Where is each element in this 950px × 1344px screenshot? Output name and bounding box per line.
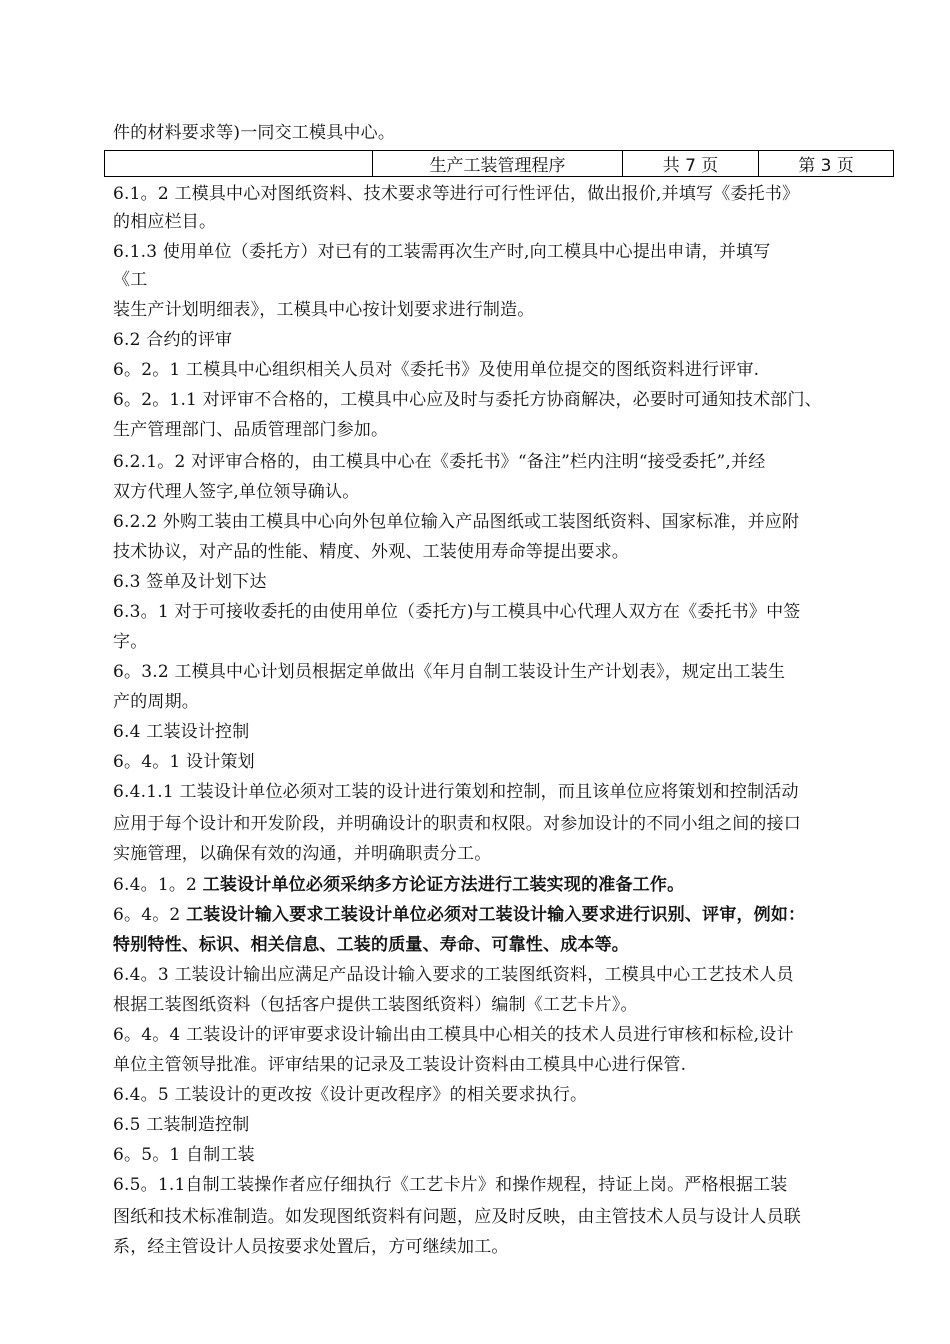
text-line: 根据工装图纸资料（包括客户提供工装图纸资料）编制《工艺卡片》。 <box>113 995 638 1015</box>
header-blank-cell <box>105 151 373 177</box>
intro-line: 件的材料要求等)一同交工模具中心。 <box>113 123 396 143</box>
section-heading: 6.4 工装设计控制 <box>113 722 250 742</box>
section-heading: 6.2 合约的评审 <box>113 330 233 350</box>
document-title: 生产工装管理程序 <box>373 151 623 177</box>
text-line: 6。5。1 自制工装 <box>113 1145 255 1165</box>
text-line: 6.4。5 工装设计的更改按《设计更改程序》的相关要求执行。 <box>113 1085 588 1105</box>
total-pages: 共 7 页 <box>623 151 759 177</box>
text-line: 图纸和技术标准制造。如发现图纸资料有问题，应及时反映，由主管技术人员与设计人员联 <box>113 1207 801 1227</box>
bold-line-text: 工装设计单位必须采纳多方论证方法进行工装实现的准备工作。 <box>202 875 685 895</box>
bold-line <box>113 873 893 897</box>
page-header-table <box>104 150 894 177</box>
bold-line-prefix: 6。4。2 <box>113 905 187 925</box>
bold-line <box>113 903 893 927</box>
text-line: 单位主管领导批准。评审结果的记录及工装设计资料由工模具中心进行保管. <box>113 1055 687 1075</box>
bold-line-prefix: 6.4。1。2 <box>113 875 203 895</box>
text-line: 6.4.1.1 工装设计单位必须对工装的设计进行策划和控制，而且该单位应将策划和控制活动 <box>113 782 799 802</box>
text-line: 6。4。4 工装设计的评审要求设计输出由工模具中心相关的技术人员进行审核和标检,设计 <box>113 1025 794 1045</box>
page-number: 第 3 页 <box>759 151 894 177</box>
text-line: 6.1。2 工模具中心对图纸资料、技术要求等进行可行性评估，做出报价,并填写《委托书》 <box>113 184 800 204</box>
text-line: 技术协议，对产品的性能、精度、外观、工装使用寿命等提出要求。 <box>113 542 629 562</box>
text-line: 6。4。1 设计策划 <box>113 752 255 772</box>
text-line: 的相应栏目。 <box>113 212 217 232</box>
text-line: 6.2.1。2 对评审合格的，由工模具中心在《委托书》“备注”栏内注明“接受委托”,并经 <box>113 452 766 472</box>
text-line: 6.2.2 外购工装由工模具中心向外包单位输入产品图纸或工装图纸资料、国家标准，并应附 <box>113 512 800 532</box>
text-line: 装生产计划明细表》，工模具中心按计划要求进行制造。 <box>113 300 535 320</box>
section-heading: 6.3 签单及计划下达 <box>113 572 267 592</box>
text-line: 6.4。3 工装设计输出应满足产品设计输入要求的工装图纸资料，工模具中心工艺技术人员 <box>113 965 794 985</box>
text-line: 6.1.3 使用单位（委托方）对已有的工装需再次生产时,向工模具中心提出申请，并填写 <box>113 242 771 262</box>
text-line: 产的周期。 <box>113 692 199 712</box>
text-line: 6.3。1 对于可接收委托的由使用单位（委托方)与工模具中心代理人双方在《委托书》中签 <box>113 602 801 622</box>
text-line: 应用于每个设计和开发阶段，并明确设计的职责和权限。对参加设计的不同小组之间的接口 <box>113 814 801 834</box>
text-line: 双方代理人签字,单位领导确认。 <box>113 482 360 502</box>
bold-line: 特别特性、标识、相关信息、工装的质量、寿命、可靠性、成本等。 <box>113 935 629 955</box>
text-line: 6.5。1.1自制工装操作者应仔细执行《工艺卡片》和操作规程，持证上岗。严格根据工装 <box>113 1175 788 1195</box>
text-line: 6。2。1 工模具中心组织相关人员对《委托书》及使用单位提交的图纸资料进行评审. <box>113 360 760 380</box>
text-line: 生产管理部门、品质管理部门参加。 <box>113 420 389 440</box>
text-line: 《工 <box>113 270 148 290</box>
text-line: 系，经主管设计人员按要求处置后，方可继续加工。 <box>113 1237 509 1257</box>
text-line: 6。2。1.1 对评审不合格的，工模具中心应及时与委托方协商解决，必要时可通知技术部门、 <box>113 390 822 410</box>
section-heading: 6.5 工装制造控制 <box>113 1115 250 1135</box>
text-line: 6。3.2 工模具中心计划员根据定单做出《年月自制工装设计生产计划表》，规定出工装生 <box>113 662 786 682</box>
text-line: 实施管理，以确保有效的沟通，并明确职责分工。 <box>113 844 492 864</box>
bold-line-text: 工装设计输入要求工装设计单位必须对工装设计输入要求进行识别、评审，例如： <box>186 905 806 925</box>
text-line: 字。 <box>113 632 148 652</box>
